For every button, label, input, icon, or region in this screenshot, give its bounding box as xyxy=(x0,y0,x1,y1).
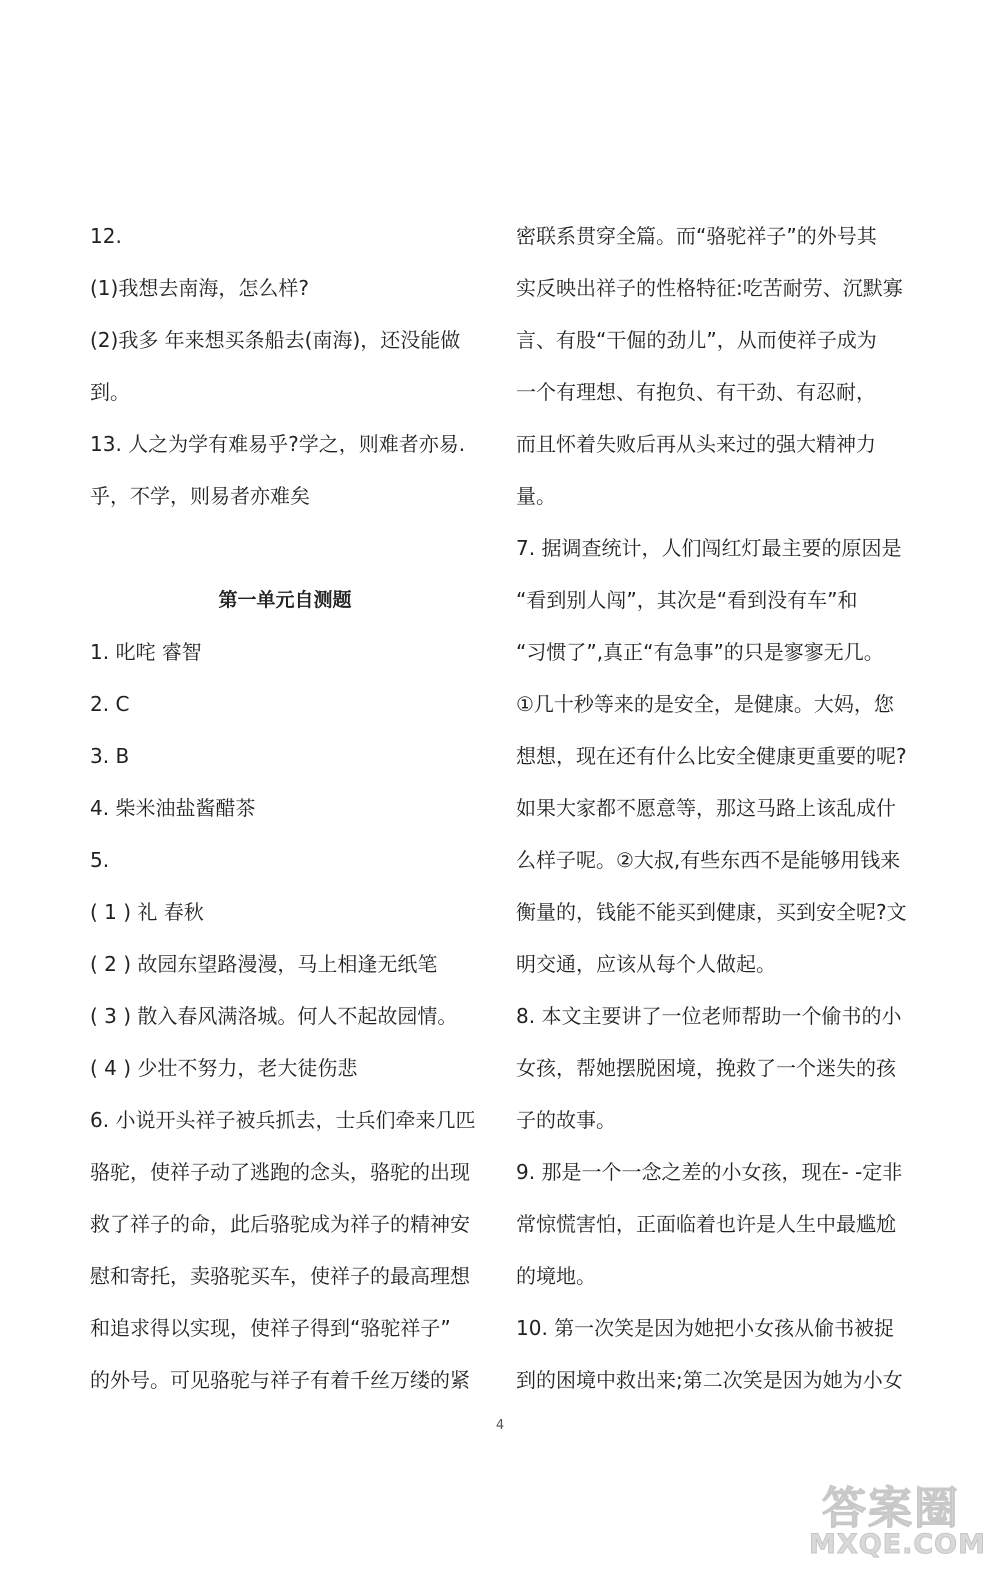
text-line: 3. B xyxy=(90,744,130,768)
text-line: ①几十秒等来的是安全，是健康。大妈，您 xyxy=(516,692,894,716)
text-line: 女孩，帮她摆脱困境，挽救了一个迷失的孩 xyxy=(516,1056,896,1080)
page-number: 4 xyxy=(495,1418,505,1433)
text-line: ( 1 ) 礼 春秋 xyxy=(90,900,204,924)
watermark-domain: MXQE.COM xyxy=(809,1529,986,1560)
text-line: 救了祥子的命，此后骆驼成为祥子的精神安 xyxy=(90,1212,470,1236)
text-line: 2. C xyxy=(90,692,130,716)
text-line: ( 3 ) 散入春风满洛城。何人不起故园情。 xyxy=(90,1004,458,1028)
text-line: 乎，不学，则易者亦难矣 xyxy=(90,484,310,508)
text-line: 量。 xyxy=(516,484,556,508)
text-line: 么样子呢。②大叔,有些东西不是能够用钱来 xyxy=(516,848,901,872)
text-line: 而且怀着失败后再从头来过的强大精神力 xyxy=(516,432,876,456)
text-line: 实反映出祥子的性格特征:吃苦耐劳、沉默寡 xyxy=(516,276,903,300)
text-line: 4. 柴米油盐酱醋茶 xyxy=(90,796,256,820)
right-column xyxy=(516,210,911,1406)
left-column xyxy=(90,210,490,1406)
text-line: 10. 第一次笑是因为她把小女孩从偷书被捉 xyxy=(516,1316,895,1340)
text-line: 常惊慌害怕，正面临着也许是人生中最尴尬 xyxy=(516,1212,896,1236)
text-line: 骆驼，使祥子动了逃跑的念头，骆驼的出现 xyxy=(90,1160,470,1184)
text-line: 子的故事。 xyxy=(516,1108,616,1132)
text-line: (1)我想去南海，怎么样? xyxy=(90,276,309,300)
text-line: 1. 叱咤 睿智 xyxy=(90,640,202,664)
text-line: 密联系贯穿全篇。而“骆驼祥子”的外号其 xyxy=(516,224,877,248)
text-line: ( 4 ) 少壮不努力，老大徒伤悲 xyxy=(90,1056,358,1080)
text-line: (2)我多 年来想买条船去(南海)，还没能做 xyxy=(90,328,461,352)
watermark-title: 答案圈 xyxy=(822,1483,960,1534)
text-line: 如果大家都不愿意等，那这马路上该乱成什 xyxy=(516,796,896,820)
text-line: 和追求得以实现，使祥子得到“骆驼祥子” xyxy=(90,1316,451,1340)
text-line: “习惯了”,真正“有急事”的只是寥寥无几。 xyxy=(516,640,884,664)
text-line: 慰和寄托，卖骆驼买车，使祥子的最高理想 xyxy=(90,1264,470,1288)
text-line: 6. 小说开头祥子被兵抓去，士兵们牵来几匹 xyxy=(90,1108,476,1132)
text-line: 12. xyxy=(90,224,122,248)
watermark-logo xyxy=(806,1470,986,1562)
text-line: 言、有股“干倔的劲儿”，从而使祥子成为 xyxy=(516,328,877,352)
text-line: 想想，现在还有什么比安全健康更重要的呢? xyxy=(516,744,907,768)
blank-line xyxy=(90,522,490,574)
text-line: 的外号。可见骆驼与祥子有着千丝万缕的紧 xyxy=(90,1368,470,1392)
text-line: 5. xyxy=(90,848,110,872)
section-heading: 第一单元自测题 xyxy=(218,589,352,611)
text-line: 8. 本文主要讲了一位老师帮助一个偷书的小 xyxy=(516,1004,902,1028)
text-line: “看到别人闯”，其次是“看到没有车”和 xyxy=(516,588,858,612)
text-line: 13. 人之为学有难易乎?学之，则难者亦易. xyxy=(90,432,466,456)
text-line: 到的困境中救出来;第二次笑是因为她为小女 xyxy=(516,1368,903,1392)
text-line: 9. 那是一个一念之差的小女孩，现在- -定非 xyxy=(516,1160,903,1184)
text-line: ( 2 ) 故园东望路漫漫，马上相逢无纸笔 xyxy=(90,952,438,976)
text-line: 到。 xyxy=(90,380,130,404)
text-line: 衡量的，钱能不能买到健康，买到安全呢?文 xyxy=(516,900,907,924)
text-line: 一个有理想、有抱负、有干劲、有忍耐， xyxy=(516,380,876,404)
text-line: 7. 据调查统计，人们闯红灯最主要的原因是 xyxy=(516,536,902,560)
text-line: 明交通，应该从每个人做起。 xyxy=(516,952,776,976)
text-line: 的境地。 xyxy=(516,1264,596,1288)
